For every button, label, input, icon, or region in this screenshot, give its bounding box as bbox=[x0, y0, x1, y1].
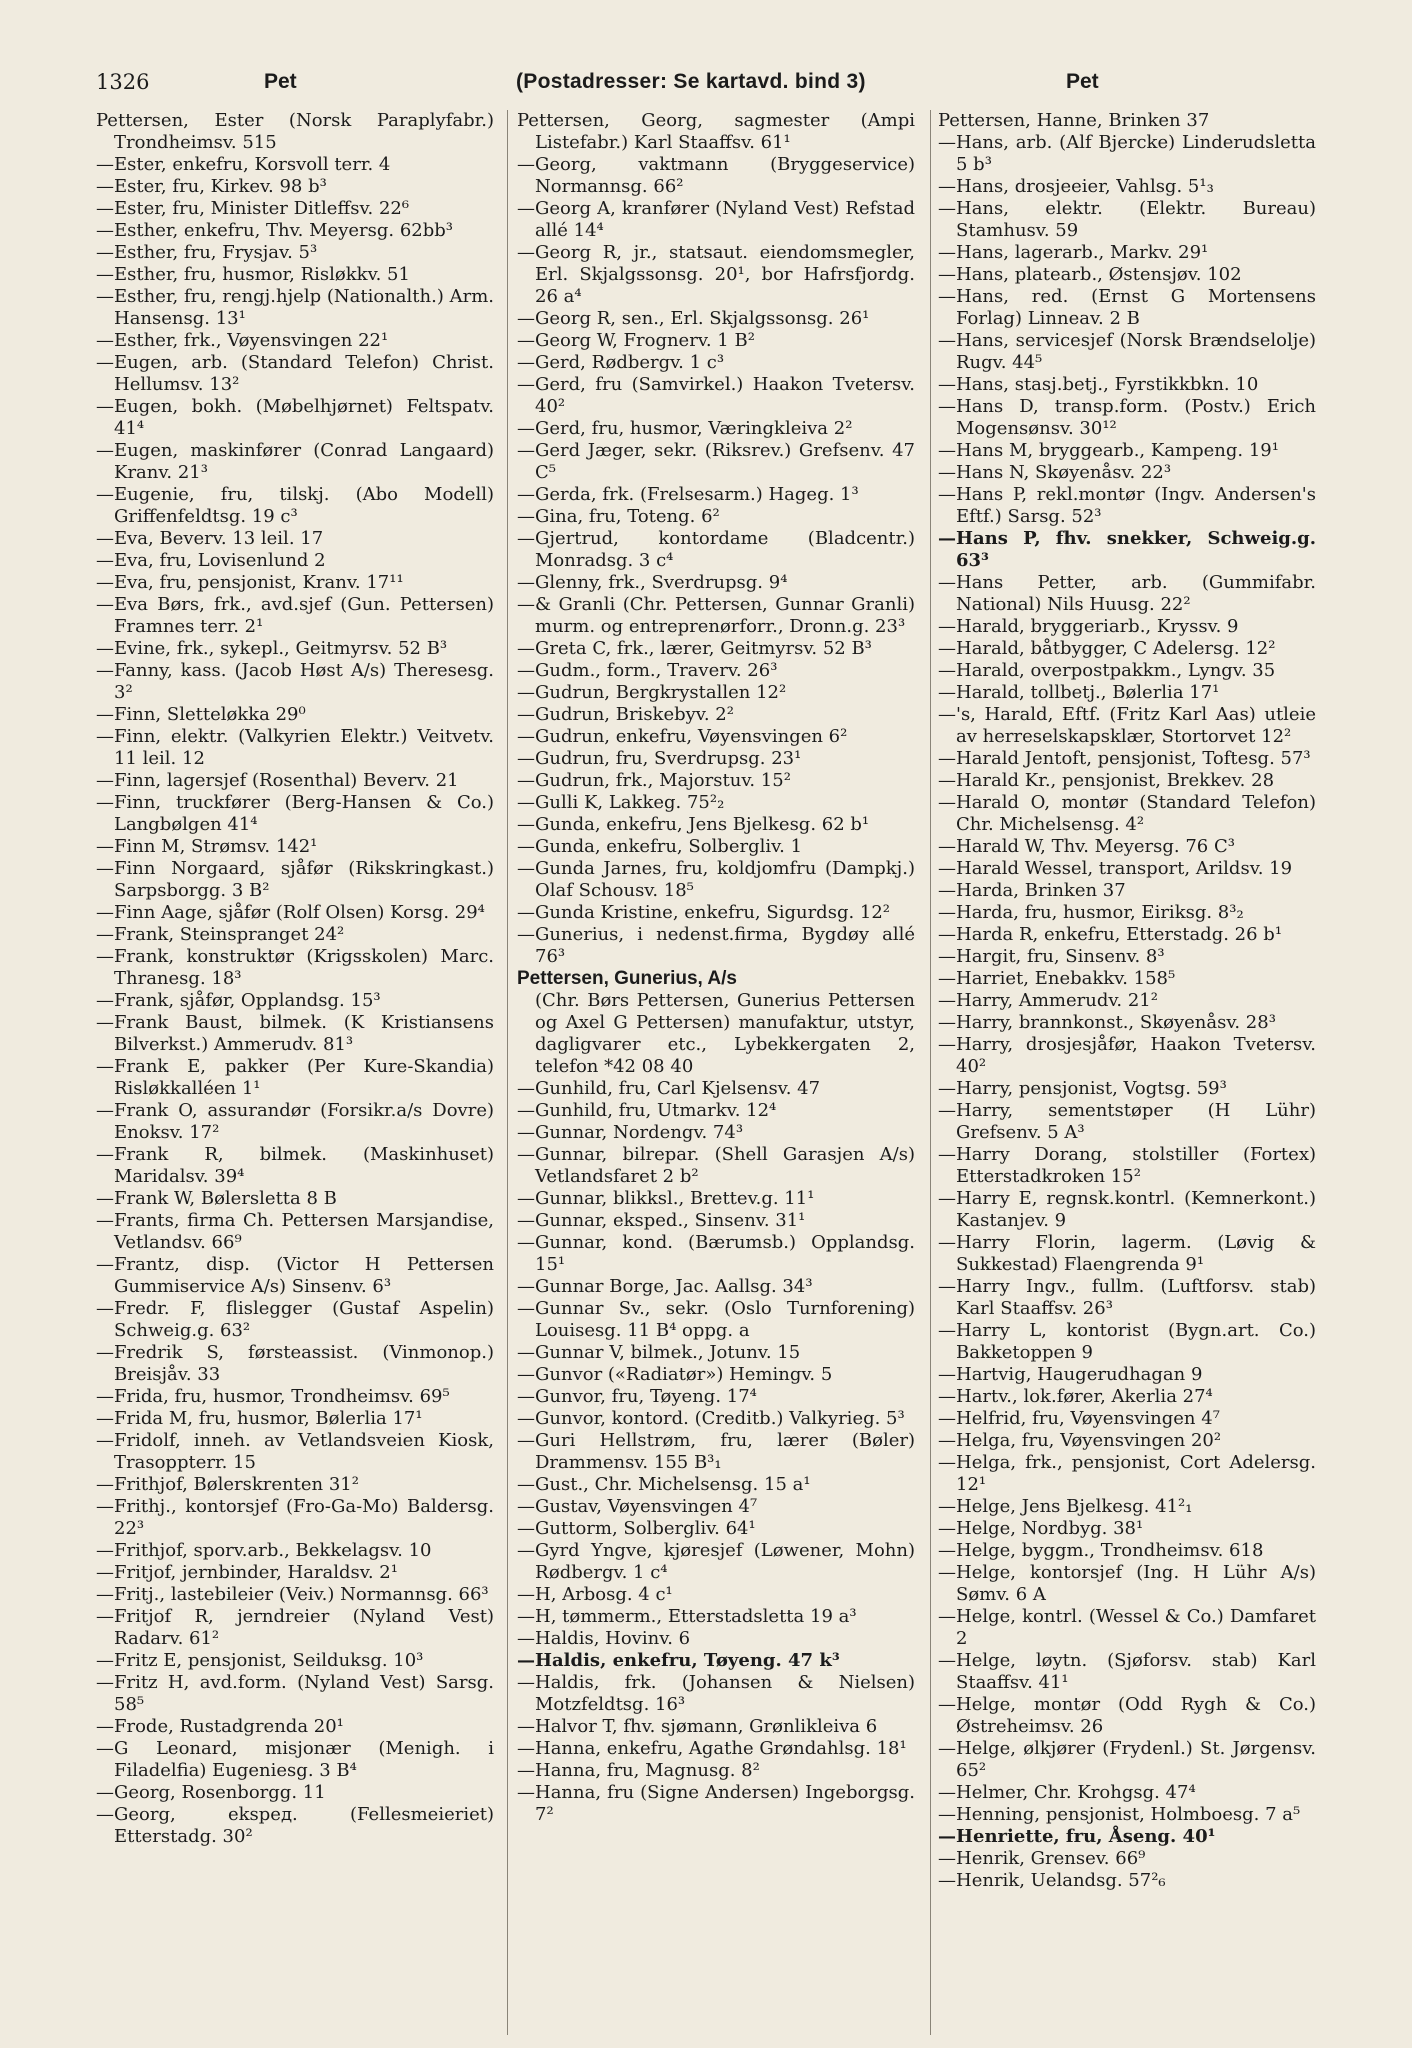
directory-entry: —Gunhild, fru, Carl Kjelsensv. 47 bbox=[517, 1078, 821, 1099]
column-divider bbox=[507, 110, 508, 2035]
directory-entry: —Finn, elektr. (Valkyrien Elektr.) Veitvetv. 11 leil. 12 bbox=[96, 726, 494, 769]
column-1 bbox=[96, 110, 494, 1848]
firm-heading: Pettersen, Gunerius, A/s bbox=[517, 968, 737, 989]
directory-entry: —Harry, drosjesjåfør, Haakon Tvetersv. 40² bbox=[938, 1034, 1316, 1077]
directory-entry: —Haldis, Hovinv. 6 bbox=[517, 1628, 691, 1649]
left-guide-word: Pet bbox=[264, 70, 297, 93]
directory-entry: —Frida, fru, husmor, Trondheimsv. 69⁵ bbox=[96, 1386, 450, 1407]
directory-entry: —Haldis, frk. (Johansen & Nielsen) Motzfeldtsg. 16³ bbox=[517, 1672, 915, 1715]
directory-entry: —Frantz, disp. (Victor H Pettersen Gummiservice A/s) Sinsenv. 6³ bbox=[96, 1254, 494, 1297]
directory-entry: —Gulli K, Lakkeg. 75²₂ bbox=[517, 792, 725, 813]
directory-entry: —Fritjof, jernbinder, Haraldsv. 2¹ bbox=[96, 1562, 398, 1583]
directory-entry: —Eva, Beverv. 13 leil. 17 bbox=[96, 528, 324, 549]
right-guide-word: Pet bbox=[1066, 70, 1099, 93]
directory-entry: —Gunerius, i nedenst.firma, Bygdøy allé 76³ bbox=[517, 924, 915, 967]
directory-entry: —Harda R, enkefru, Etterstadg. 26 b¹ bbox=[938, 924, 1283, 945]
directory-entry: —Gunnar, Nordengv. 74³ bbox=[517, 1122, 744, 1143]
directory-entry: —Hartvig, Haugerudhagan 9 bbox=[938, 1364, 1203, 1385]
page-header bbox=[96, 70, 1316, 100]
directory-entry: —Hans, arb. (Alf Bjercke) Linderudsletta 5 b³ bbox=[938, 132, 1316, 175]
directory-entry: —Helge, ølkjører (Frydenl.) St. Jørgensv. 65² bbox=[938, 1738, 1316, 1781]
directory-entry: —Esther, fru, husmor, Risløkkv. 51 bbox=[96, 264, 410, 285]
directory-entry: —Harald, tollbetj., Bølerlia 17¹ bbox=[938, 682, 1220, 703]
directory-entry: —Hans P, fhv. snekker, Schweig.g. 63³ bbox=[938, 528, 1316, 571]
directory-entry: —Eva Børs, frk., avd.sjef (Gun. Pettersen) Framnes terr. 2¹ bbox=[96, 594, 494, 637]
directory-entry: —Henrik, Grensev. 66⁹ bbox=[938, 1848, 1146, 1869]
directory-entry: —Finn Norgaard, sjåfør (Rikskringkast.) Sarpsborgg. 3 B² bbox=[96, 858, 494, 901]
directory-entry: —Hans Petter, arb. (Gummifabr. National) Nils Huusg. 22² bbox=[938, 572, 1316, 615]
directory-entry: —Esther, fru, rengj.hjelp (Nationalth.) Arm. Hansensg. 13¹ bbox=[96, 286, 494, 329]
directory-entry: —Harry L, kontorist (Bygn.art. Co.) Bakketoppen 9 bbox=[938, 1320, 1316, 1363]
directory-entry: —Hartv., lok.fører, Akerlia 27⁴ bbox=[938, 1386, 1213, 1407]
directory-entry: —Henning, pensjonist, Holmboesg. 7 a⁵ bbox=[938, 1804, 1301, 1825]
directory-entry: —Harry, brannkonst., Skøyenåsv. 28³ bbox=[938, 1012, 1276, 1033]
directory-entry: —Fritjof R, jerndreier (Nyland Vest) Radarv. 61² bbox=[96, 1606, 494, 1649]
directory-entry: —Frithjof, Bølerskrenten 31² bbox=[96, 1474, 359, 1495]
directory-entry: —Harda, fru, husmor, Eiriksg. 8³₂ bbox=[938, 902, 1244, 923]
directory-entry: —Gunvor («Radiatør») Hemingv. 5 bbox=[517, 1364, 833, 1385]
directory-entry: —Gjertrud, kontordame (Bladcentr.) Monradsg. 3 c⁴ bbox=[517, 528, 915, 571]
page-number: 1326 bbox=[96, 70, 150, 94]
directory-entry: —Fritz H, avd.form. (Nyland Vest) Sarsg. 58⁵ bbox=[96, 1672, 494, 1715]
directory-entry: —Hans, red. (Ernst G Mortensens Forlag) Linneav. 2 B bbox=[938, 286, 1316, 329]
directory-entry: Pettersen, Georg, sagmester (Ampi Listefabr.) Karl Staaffsv. 61¹ bbox=[517, 110, 915, 153]
directory-entry: —Gunda Jarnes, fru, koldjomfru (Dampkj.) Olaf Schousv. 18⁵ bbox=[517, 858, 915, 901]
firm-description: (Chr. Børs Pettersen, Gunerius Pettersen og Axel G Pettersen) manufaktur, utstyr, dagligvarer etc., Lybekkergaten 2, telefon *42 08 40 bbox=[535, 990, 915, 1077]
directory-entry: —Harald Wessel, transport, Arildsv. 19 bbox=[938, 858, 1293, 879]
directory-entry: —Helge, Jens Bjelkesg. 41²₁ bbox=[938, 1496, 1193, 1517]
directory-entry: —Gerda, frk. (Frelsesarm.) Hageg. 1³ bbox=[517, 484, 859, 505]
directory-entry: —Eugen, bokh. (Møbelhjørnet) Feltspatv. 41⁴ bbox=[96, 396, 494, 439]
directory-entry: —Eva, fru, pensjonist, Kranv. 17¹¹ bbox=[96, 572, 404, 593]
directory-entry: —Gunda, enkefru, Jens Bjelkesg. 62 b¹ bbox=[517, 814, 870, 835]
directory-entry: —Frode, Rustadgrenda 20¹ bbox=[96, 1716, 344, 1737]
directory-entry: —Harald Kr., pensjonist, Brekkev. 28 bbox=[938, 770, 1275, 791]
directory-entry: —Gina, fru, Toteng. 6² bbox=[517, 506, 720, 527]
directory-entry: —Helge, kontorsjef (Ing. H Lühr A/s) Sømv. 6 A bbox=[938, 1562, 1316, 1605]
directory-entry: —Frank R, bilmek. (Maskinhuset) Maridalsv. 39⁴ bbox=[96, 1144, 494, 1187]
directory-entry: —Hans M, bryggearb., Kampeng. 19¹ bbox=[938, 440, 1279, 461]
directory-entry: —Hargit, fru, Sinsenv. 8³ bbox=[938, 946, 1165, 967]
directory-entry: —Gudrun, enkefru, Vøyensvingen 6² bbox=[517, 726, 848, 747]
directory-entry: —Gerd, fru (Samvirkel.) Haakon Tvetersv. 40² bbox=[517, 374, 915, 417]
directory-entry: —Eugenie, fru, tilskj. (Abo Modell) Griffenfeldtsg. 19 c³ bbox=[96, 484, 494, 527]
directory-entry: —Hanna, fru, Magnusg. 8² bbox=[517, 1760, 760, 1781]
directory-entry: —Helga, frk., pensjonist, Cort Adelersg. 12¹ bbox=[938, 1452, 1316, 1495]
directory-entry: —Ester, enkefru, Korsvoll terr. 4 bbox=[96, 154, 391, 175]
directory-entry: —Frank Baust, bilmek. (K Kristiansens Bilverkst.) Ammerudv. 81³ bbox=[96, 1012, 494, 1055]
column-divider bbox=[930, 110, 931, 2035]
directory-entry: —Frank E, pakker (Per Kure-Skandia) Risløkkalléen 1¹ bbox=[96, 1056, 494, 1099]
directory-entry: —Ester, fru, Kirkev. 98 b³ bbox=[96, 176, 327, 197]
directory-entry: —Finn M, Strømsv. 142¹ bbox=[96, 836, 318, 857]
directory-entry: —Gunnar, bilrepar. (Shell Garasjen A/s) Vetlandsfaret 2 b² bbox=[517, 1144, 915, 1187]
directory-entry: —Gudrun, frk., Majorstuv. 15² bbox=[517, 770, 791, 791]
directory-entry: —Frank, sjåfør, Opplandsg. 15³ bbox=[96, 990, 381, 1011]
directory-entry: —Hans, platearb., Østensjøv. 102 bbox=[938, 264, 1242, 285]
directory-entry: —Eugen, maskinfører (Conrad Langaard) Kranv. 21³ bbox=[96, 440, 494, 483]
directory-entry: —Georg R, sen., Erl. Skjalgssonsg. 26¹ bbox=[517, 308, 870, 329]
directory-entry: —Gunvor, fru, Tøyeng. 17⁴ bbox=[517, 1386, 757, 1407]
directory-entry: —G Leonard, misjonær (Menigh. i Filadelfia) Eugeniesg. 3 B⁴ bbox=[96, 1738, 494, 1781]
entry-columns bbox=[96, 110, 1316, 2035]
directory-entry: —Harald, bryggeriarb., Kryssv. 9 bbox=[938, 616, 1239, 637]
directory-entry: —Esther, frk., Vøyensvingen 22¹ bbox=[96, 330, 389, 351]
directory-entry: —Ester, fru, Minister Ditleffsv. 22⁶ bbox=[96, 198, 410, 219]
directory-entry: —Helge, løytn. (Sjøforsv. stab) Karl Staaffsv. 41¹ bbox=[938, 1650, 1316, 1693]
directory-entry: —Greta C, frk., lærer, Geitmyrsv. 52 B³ bbox=[517, 638, 872, 659]
directory-entry: —Frithjof, sporv.arb., Bekkelagsv. 10 bbox=[96, 1540, 432, 1561]
directory-entry: —Finn Aage, sjåfør (Rolf Olsen) Korsg. 29⁴ bbox=[96, 902, 485, 923]
directory-entry: —'s, Harald, Eftf. (Fritz Karl Aas) utleie av herreselskapsklær, Stortorvet 12² bbox=[938, 704, 1316, 747]
directory-entry: —Hans, drosjeeier, Vahlsg. 5¹₃ bbox=[938, 176, 1214, 197]
directory-entry: —Frank W, Bølersletta 8 B bbox=[96, 1188, 337, 1209]
directory-entry: —Harald, overpostpakkm., Lyngv. 35 bbox=[938, 660, 1276, 681]
directory-entry: —Harald, båtbygger, C Adelersg. 12² bbox=[938, 638, 1276, 659]
directory-entry: —Harry E, regnsk.kontrl. (Kemnerkont.) Kastanjev. 9 bbox=[938, 1188, 1316, 1231]
directory-entry: —Helge, montør (Odd Rygh & Co.) Østreheimsv. 26 bbox=[938, 1694, 1316, 1737]
directory-entry: —H, tømmerm., Etterstadsletta 19 a³ bbox=[517, 1606, 857, 1627]
directory-entry: —Helfrid, fru, Vøyensvingen 4⁷ bbox=[938, 1408, 1220, 1429]
directory-entry: —Fredr. F, flislegger (Gustaf Aspelin) Schweig.g. 63² bbox=[96, 1298, 494, 1341]
directory-entry: —Harry Ingv., fullm. (Luftforsv. stab) Karl Staaffsv. 26³ bbox=[938, 1276, 1316, 1319]
directory-entry: Pettersen, Hanne, Brinken 37 bbox=[938, 110, 1210, 131]
directory-entry: —Guri Hellstrøm, fru, lærer (Bøler) Drammensv. 155 B³₁ bbox=[517, 1430, 915, 1473]
directory-entry: —Finn, lagersjef (Rosenthal) Beverv. 21 bbox=[96, 770, 459, 791]
directory-entry: —Georg, ekspeд. (Fellesmeieriet) Etterstadg. 30² bbox=[96, 1804, 494, 1847]
directory-entry: —Halvor T, fhv. sjømann, Grønlikleiva 6 bbox=[517, 1716, 878, 1737]
directory-entry: —Eva, fru, Lovisenlund 2 bbox=[96, 550, 326, 571]
header-note: (Postadresser: Se kartavd. bind 3) bbox=[516, 70, 866, 93]
directory-entry: —Evine, frk., sykepl., Geitmyrsv. 52 B³ bbox=[96, 638, 448, 659]
directory-entry: —H, Arbosg. 4 c¹ bbox=[517, 1584, 673, 1605]
directory-entry: —Gerd, Rødbergv. 1 c³ bbox=[517, 352, 725, 373]
directory-entry: —Georg, Rosenborgg. 11 bbox=[96, 1782, 326, 1803]
directory-entry: —Fridolf, inneh. av Vetlandsveien Kiosk, Trasoppterr. 15 bbox=[96, 1430, 494, 1473]
directory-entry: —Fritj., lastebileier (Veiv.) Normannsg. 66³ bbox=[96, 1584, 489, 1605]
directory-entry: —Gunnar Sv., sekr. (Oslo Turnforening) Louisesg. 11 B⁴ oppg. a bbox=[517, 1298, 915, 1341]
column-2 bbox=[517, 110, 915, 1826]
directory-entry: —Hans, servicesjef (Norsk Brændselolje) Rugv. 44⁵ bbox=[938, 330, 1316, 373]
directory-entry: —Helge, Nordbyg. 38¹ bbox=[938, 1518, 1144, 1539]
directory-entry: —Gunnar, kond. (Bærumsb.) Opplandsg. 15¹ bbox=[517, 1232, 915, 1275]
directory-entry: —Fredrik S, førsteassist. (Vinmonop.) Breisjåv. 33 bbox=[96, 1342, 494, 1385]
directory-entry: —Harriet, Enebakkv. 158⁵ bbox=[938, 968, 1176, 989]
directory-entry: —Gunvor, kontord. (Creditb.) Valkyrieg. 5³ bbox=[517, 1408, 905, 1429]
directory-entry: —Henrik, Uelandsg. 57²₆ bbox=[938, 1870, 1166, 1891]
directory-entry: —Gunda Kristine, enkefru, Sigurdsg. 12² bbox=[517, 902, 891, 923]
directory-entry: —Gunnar, blikksl., Brettev.g. 11¹ bbox=[517, 1188, 815, 1209]
directory-entry: —Harald O, montør (Standard Telefon) Chr. Michelsensg. 4² bbox=[938, 792, 1316, 835]
directory-entry: —Finn, truckfører (Berg-Hansen & Co.) Langbølgen 41⁴ bbox=[96, 792, 494, 835]
directory-entry: —Frank, Steinspranget 24² bbox=[96, 924, 345, 945]
directory-entry: —Gunnar, eksped., Sinsenv. 31¹ bbox=[517, 1210, 806, 1231]
directory-entry: —Eugen, arb. (Standard Telefon) Christ. Hellumsv. 13² bbox=[96, 352, 494, 395]
directory-entry: —Gerd Jæger, sekr. (Riksrev.) Grefsenv. 47 C⁵ bbox=[517, 440, 915, 483]
directory-entry: —Gustav, Vøyensvingen 4⁷ bbox=[517, 1496, 758, 1517]
directory-entry: —Gunda, enkefru, Solbergliv. 1 bbox=[517, 836, 803, 857]
directory-entry: —Gust., Chr. Michelsensg. 15 a¹ bbox=[517, 1474, 811, 1495]
directory-entry: —Esther, fru, Frysjav. 5³ bbox=[96, 242, 318, 263]
directory-entry: —Fanny, kass. (Jacob Høst A/s) Theresesg. 3² bbox=[96, 660, 494, 703]
directory-entry: —Gudrun, Bergkrystallen 12² bbox=[517, 682, 787, 703]
directory-entry: —Frank O, assurandør (Forsikr.a/s Dovre) Enoksv. 17² bbox=[96, 1100, 494, 1143]
directory-entry: —Georg A, kranfører (Nyland Vest) Refstad allé 14⁴ bbox=[517, 198, 915, 241]
directory-entry: —Harry, Ammerudv. 21² bbox=[938, 990, 1158, 1011]
directory-entry: —Harald Jentoft, pensjonist, Toftesg. 57³ bbox=[938, 748, 1311, 769]
directory-entry: —Georg, vaktmann (Bryggeservice) Normannsg. 66² bbox=[517, 154, 915, 197]
directory-entry: —Frank, konstruktør (Krigsskolen) Marc. Thranesg. 18³ bbox=[96, 946, 494, 989]
directory-entry: —Hans, elektr. (Elektr. Bureau) Stamhusv. 59 bbox=[938, 198, 1316, 241]
directory-entry: —Hans P, rekl.montør (Ingv. Andersen's Eftf.) Sarsg. 52³ bbox=[938, 484, 1316, 527]
directory-entry: —Helge, byggm., Trondheimsv. 618 bbox=[938, 1540, 1264, 1561]
directory-entry: —Gudrun, fru, Sverdrupsg. 23¹ bbox=[517, 748, 802, 769]
directory-entry: —Helmer, Chr. Krohgsg. 47⁴ bbox=[938, 1782, 1196, 1803]
directory-entry: Pettersen, Ester (Norsk Paraplyfabr.) Trondheimsv. 515 bbox=[96, 110, 494, 153]
directory-entry: —Gunnar Borge, Jac. Aallsg. 34³ bbox=[517, 1276, 813, 1297]
directory-entry: —Gunhild, fru, Utmarkv. 12⁴ bbox=[517, 1100, 777, 1121]
directory-entry: —Harry Florin, lagerm. (Løvig & Sukkestad) Flaengrenda 9¹ bbox=[938, 1232, 1316, 1275]
directory-entry: —Guttorm, Solbergliv. 64¹ bbox=[517, 1518, 756, 1539]
directory-entry: —Harald W, Thv. Meyersg. 76 C³ bbox=[938, 836, 1235, 857]
directory-entry: —Esther, enkefru, Thv. Meyersg. 62bb³ bbox=[96, 220, 453, 241]
directory-entry: —Gudm., form., Traverv. 26³ bbox=[517, 660, 778, 681]
column-3 bbox=[938, 110, 1316, 1892]
directory-entry: —Henriette, fru, Åseng. 40¹ bbox=[938, 1826, 1216, 1847]
directory-entry: —Georg R, jr., statsaut. eiendomsmegler, Erl. Skjalgssonsg. 20¹, bor Hafrsfjordg. 26 a⁴ bbox=[517, 242, 915, 307]
directory-entry: —Hans N, Skøyenåsv. 22³ bbox=[938, 462, 1172, 483]
directory-entry: —Helga, fru, Vøyensvingen 20² bbox=[938, 1430, 1222, 1451]
directory-entry: —Harry Dorang, stolstiller (Fortex) Etterstadkroken 15² bbox=[938, 1144, 1316, 1187]
directory-entry: —Gunnar V, bilmek., Jotunv. 15 bbox=[517, 1342, 801, 1363]
directory-entry: —Gudrun, Briskebyv. 2² bbox=[517, 704, 734, 725]
directory-entry: —Helge, kontrl. (Wessel & Co.) Damfaret 2 bbox=[938, 1606, 1316, 1649]
directory-entry: —Frithj., kontorsjef (Fro-Ga-Mo) Baldersg. 22³ bbox=[96, 1496, 494, 1539]
directory-entry: —Hans, lagerarb., Markv. 29¹ bbox=[938, 242, 1209, 263]
directory-entry: —& Granli (Chr. Pettersen, Gunnar Granli) murm. og entreprenørforr., Dronn.g. 23³ bbox=[517, 594, 915, 637]
directory-entry: —Harry, sementstøper (H Lühr) Grefsenv. 5 A³ bbox=[938, 1100, 1316, 1143]
directory-entry: —Frants, firma Ch. Pettersen Marsjandise, Vetlandsv. 66⁹ bbox=[96, 1210, 494, 1253]
directory-entry: —Gyrd Yngve, kjøresjef (Løwener, Mohn) Rødbergv. 1 c⁴ bbox=[517, 1540, 915, 1583]
directory-entry: —Hanna, enkefru, Agathe Grøndahlsg. 18¹ bbox=[517, 1738, 907, 1759]
directory-entry: —Fritz E, pensjonist, Seilduksg. 10³ bbox=[96, 1650, 424, 1671]
directory-entry: —Hanna, fru (Signe Andersen) Ingeborgsg. 7² bbox=[517, 1782, 915, 1825]
directory-entry: —Harda, Brinken 37 bbox=[938, 880, 1126, 901]
directory-entry: —Finn, Sletteløkka 29⁰ bbox=[96, 704, 306, 725]
directory-entry: —Hans D, transp.form. (Postv.) Erich Mogensønsv. 30¹² bbox=[938, 396, 1316, 439]
directory-entry: —Gerd, fru, husmor, Væringkleiva 2² bbox=[517, 418, 853, 439]
directory-entry: —Harry, pensjonist, Vogtsg. 59³ bbox=[938, 1078, 1227, 1099]
directory-entry: —Hans, stasj.betj., Fyrstikkbkn. 10 bbox=[938, 374, 1259, 395]
directory-entry: —Georg W, Frognerv. 1 B² bbox=[517, 330, 755, 351]
directory-entry: —Haldis, enkefru, Tøyeng. 47 k³ bbox=[517, 1650, 840, 1671]
directory-entry: —Glenny, frk., Sverdrupsg. 9⁴ bbox=[517, 572, 788, 593]
directory-entry: —Frida M, fru, husmor, Bølerlia 17¹ bbox=[96, 1408, 423, 1429]
